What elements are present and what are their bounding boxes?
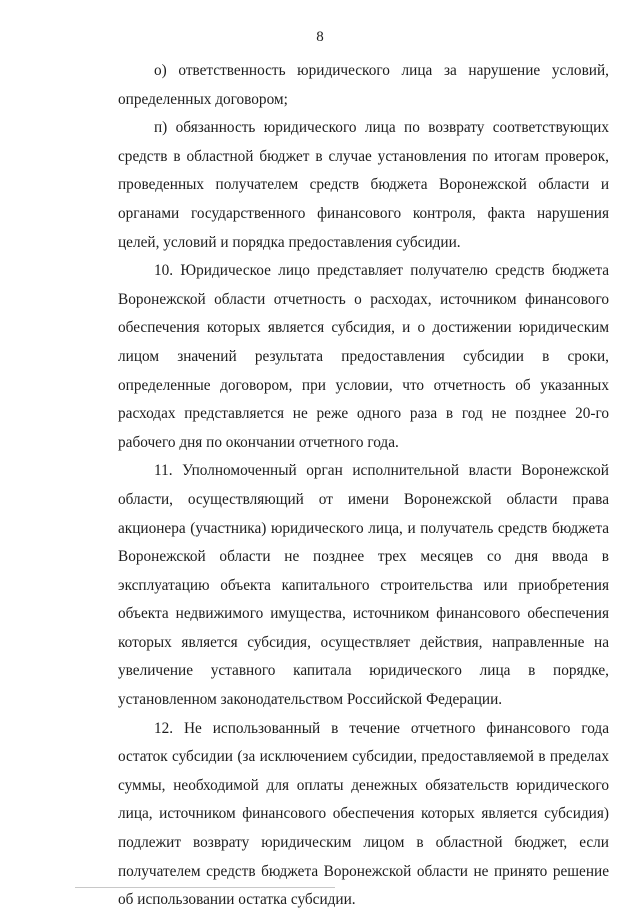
footer-divider (75, 887, 335, 888)
page-number: 8 (316, 29, 324, 45)
document-body (118, 57, 609, 915)
paragraph-item-p: п) обязанность юридического лица по возврату соответствующих средств в областной бюджет в случае установления по итогам проверок, проведенных получателем средств бюджета Воронежской области и органами государственного финансового контроля, факта нарушения целей, условий и порядка предоставления субсидии. (118, 119, 609, 251)
paragraph-item-o: о) ответственность юридического лица за нарушение условий, определенных договором; (118, 62, 609, 108)
paragraph-11: 11. Уполномоченный орган исполнительной власти Воронежской области, осуществляющий от имени Воронежской области права акционера (участника) юридического лица, и получатель средств бюджета Воронежской области не позднее трех месяцев со дня ввода в эксплуатацию объекта капитального строительства или приобретения объекта недвижимого имущества, источником финансового обеспечения которых является субсидия, осуществляет действия, направленные на увеличение уставного капитала юридического лица в порядке, установленном законодательством Российской Федерации. (118, 462, 609, 709)
paragraph-10: 10. Юридическое лицо представляет получателю средств бюджета Воронежской области отчетность о расходах, источником финансового обеспечения которых является субсидия, и о достижении юридическим лицом значений результата предоставления субсидии в сроки, определенные договором, при условии, что отчетность об указанных расходах представляется не реже одного раза в год не позднее 20-го рабочего дня по окончании отчетного года. (118, 262, 609, 451)
paragraph-12: 12. Не использованный в течение отчетного финансового года остаток субсидии (за исключением субсидии, предоставляемой в пределах суммы, необходимой для оплаты денежных обязательств юридического лица, источником финансового обеспечения которых является субсидия) подлежит возврату юридическим лицом в областной бюджет, если получателем средств бюджета Воронежской области не принято решение об использовании остатка субсидии. (118, 719, 609, 909)
